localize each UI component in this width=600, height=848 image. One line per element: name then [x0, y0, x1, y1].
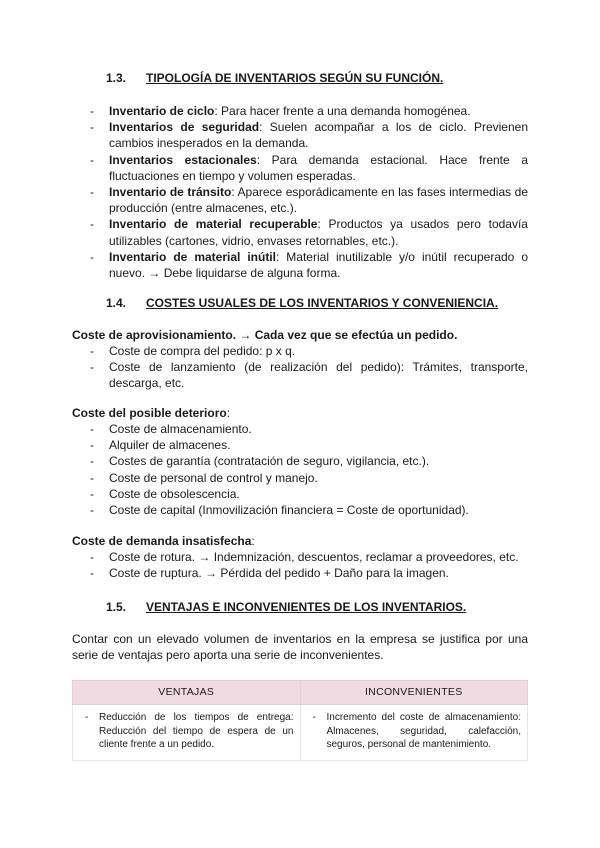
list-item: - Incremento del coste de almacenamiento: Almacenes, seguridad, calefacción, seguros, personal de mantenimiento.: [307, 711, 522, 752]
list-item: - Alquiler de almacenes.: [88, 437, 528, 453]
section-number: 1.5.: [106, 600, 127, 614]
list-item: - Inventario de ciclo: Para hacer frente a una demanda homogénea.: [88, 103, 528, 119]
column-header: VENTAJAS: [73, 681, 301, 705]
group-heading-deterioro: Coste del posible deterioro:: [72, 406, 231, 420]
list-item: - Reducción de los tiempos de entrega: Reducción del tiempo de espera de un cliente frente a un pedido.: [79, 711, 294, 752]
table-row: [73, 705, 528, 761]
section-heading-1-4: [106, 295, 498, 311]
list-item: - Coste de lanzamiento (de realización del pedido): Trámites, transporte, descarga, etc.: [88, 359, 528, 391]
list-item: - Costes de garantía (contratación de seguro, vigilancia, etc.).: [88, 453, 528, 469]
cost-list-aprovisionamiento: [88, 343, 528, 392]
list-item: - Inventario de material inútil: Material inutilizable y/o inútil recuperado o nuevo. → Debe liquidarse de alguna forma.: [88, 249, 528, 281]
table-cell: [300, 705, 528, 761]
list-item: - Coste de rotura. → Indemnización, descuentos, reclamar a proveedores, etc.: [88, 549, 528, 565]
advantages-table: [72, 680, 528, 761]
list-item: - Coste de ruptura. → Pérdida del pedido + Daño para la imagen.: [88, 565, 528, 581]
section-heading-1-3: [106, 70, 443, 86]
cost-list-demanda: [88, 549, 528, 581]
section-number: 1.4.: [106, 296, 127, 310]
section-title: COSTES USUALES DE LOS INVENTARIOS Y CONVENIENCIA.: [146, 296, 499, 310]
list-item: - Coste de obsolescencia.: [88, 486, 528, 502]
table-cell: [73, 705, 301, 761]
inventory-types-list: [88, 103, 528, 281]
intro-paragraph: Contar con un elevado volumen de inventarios en la empresa se justifica por una serie de ventajas pero aporta una serie de inconvenientes.: [72, 632, 528, 663]
list-item: - Coste de capital (Inmovilización financiera = Coste de oportunidad).: [88, 502, 528, 518]
group-heading-aprovisionamiento: Coste de aprovisionamiento. → Cada vez que se efectúa un pedido.: [72, 328, 458, 342]
cost-list-deterioro: [88, 421, 528, 518]
section-title: TIPOLOGÍA DE INVENTARIOS SEGÚN SU FUNCIÓN.: [146, 71, 444, 85]
list-item: - Inventario de material recuperable: Productos ya usados pero todavía utilizables (cartones, vidrio, envases retornables, etc.).: [88, 216, 528, 248]
list-item: - Inventarios estacionales: Para demanda estacional. Hace frente a fluctuaciones en tiempo y volumen esperadas.: [88, 152, 528, 184]
group-heading-demanda: Coste de demanda insatisfecha:: [72, 534, 255, 548]
section-title: VENTAJAS E INCONVENIENTES DE LOS INVENTARIOS.: [146, 600, 467, 614]
list-item: - Inventario de tránsito: Aparece esporádicamente en las fases intermedias de producción (entre almacenes, etc.).: [88, 184, 528, 216]
column-header: INCONVENIENTES: [300, 681, 528, 705]
section-heading-1-5: [106, 599, 466, 615]
list-item: - Coste de compra del pedido: p x q.: [88, 343, 528, 359]
list-item: - Inventarios de seguridad: Suelen acompañar a los de ciclo. Previenen cambios inesperados en la demanda.: [88, 119, 528, 151]
list-item: - Coste de personal de control y manejo.: [88, 470, 528, 486]
list-item: - Coste de almacenamiento.: [88, 421, 528, 437]
section-number: 1.3.: [106, 71, 127, 85]
